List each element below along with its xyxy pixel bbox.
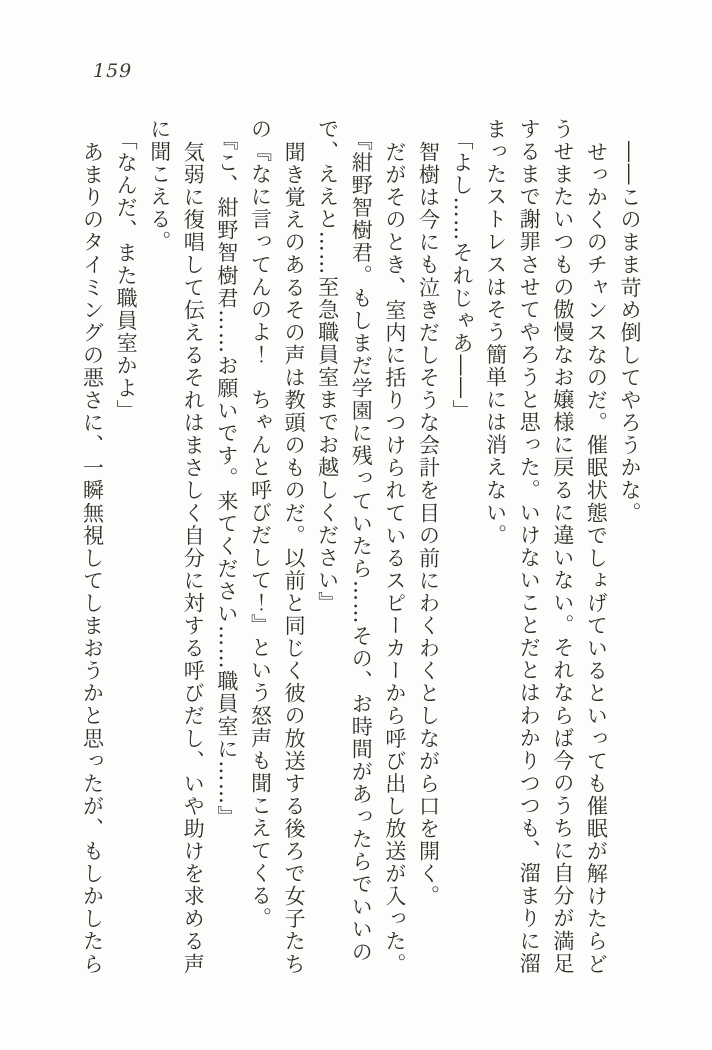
paragraph: だがそのとき、室内に括りつけられているスピーカーから呼び出し放送が入った。 (382, 140, 407, 975)
paragraph: 気弱に復唱して伝えるそれはまさしく自分に対する呼びだし、いや助けを求める声に聞こえる。 (147, 118, 206, 975)
paragraph: 『紺野智樹君。もしまだ学園に残っていたら……その、お時間があったらでいいので、ええと……至急職員室までお越しください』 (315, 118, 374, 964)
text-block (68, 118, 646, 984)
paragraph: 「よし……それじゃあ――」 (450, 129, 475, 423)
paragraph: あまりのタイミングの悪さに、一瞬無視してしまおうかと思ったが、もしかしたら (80, 140, 105, 975)
paragraph: 聞き覚えのあるその声は教頭のものだ。以前と同じく彼の放送する後ろで女子たちの『なに言ってんのよ！ ちゃんと呼びだして！』という怒声も聞こえてくる。 (248, 118, 307, 975)
paragraph: 智樹は今にも泣きだしそうな会計を目の前にわくわくとしながら口を開く。 (416, 140, 441, 908)
paragraph: 『こ、紺野智樹君……お願いです。来てください……職員室に……』 (214, 129, 239, 829)
paragraph: せっかくのチャンスなのだ。催眠状態でしょげているといっても催眠が解けたらどうせまたいつもの傲慢なお嬢様に戻るに違いない。それならば今のうちに自分が満足するまで謝罪させてやろうと思った。いけないことだとはわかりつつも、溜まりに溜まったストレスはそう簡単には消えない。 (483, 118, 609, 975)
paragraph: 「なんだ、また職員室かよ」 (114, 129, 139, 423)
paragraph: ――このまま苛め倒してやろうかな。 (618, 140, 642, 524)
page-number: 159 (93, 60, 133, 82)
